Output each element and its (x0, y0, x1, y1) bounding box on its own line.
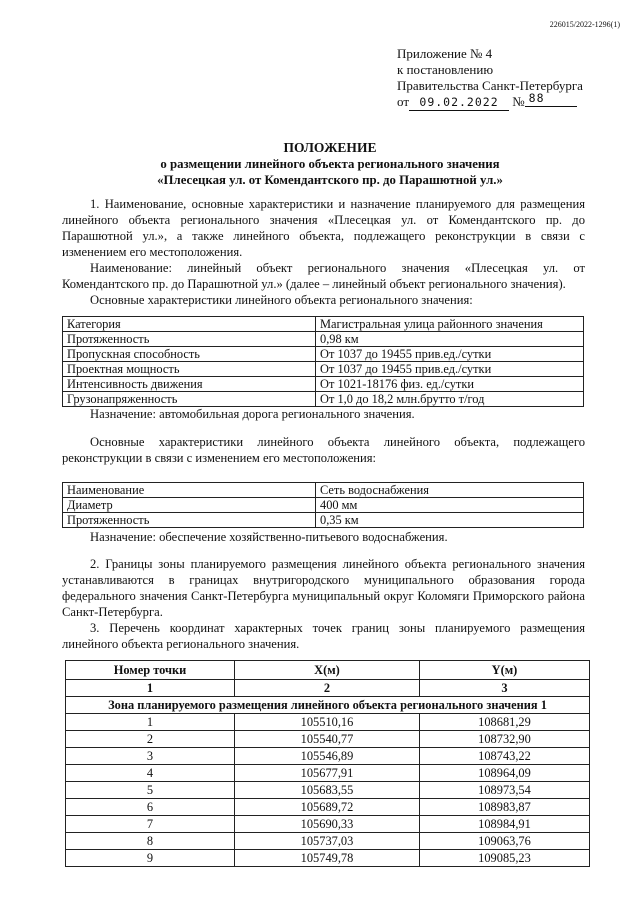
table-cell: 105540,77 (235, 731, 420, 748)
table-cell: 105546,89 (235, 748, 420, 765)
table-cell: От 1037 до 19455 прив.ед./сутки (316, 362, 584, 377)
section-2: 2. Границы зоны планируемого размещения линейного объекта регионального значения устанавливаются в границах внутригородского муниципального образования города федерального значения Санкт-Петербурга муниципальный округ Коломяги Приморского района Санкт-Петербурга. (62, 557, 585, 619)
table-row (63, 317, 584, 332)
coordinates-table (65, 660, 590, 867)
section-1-name: Наименование: линейный объект регионального значения «Плесецкая ул. от Комендантского пр. до Парашютной ул.» (далее – линейный объект регионального значения). (62, 261, 585, 291)
table-row (66, 833, 590, 850)
table-cell: 108984,91 (420, 816, 590, 833)
table-cell: 0,35 км (316, 513, 584, 528)
table-cell: 2 (66, 731, 235, 748)
table-cell: От 1,0 до 18,2 млн.брутто т/год (316, 392, 584, 407)
table-row (66, 765, 590, 782)
table-cell: От 1021-18176 физ. ед./сутки (316, 377, 584, 392)
table-row (66, 782, 590, 799)
table-cell: 105690,33 (235, 816, 420, 833)
table-cell: 2 (235, 680, 420, 697)
table-cell: 109063,76 (420, 833, 590, 850)
table-cell: 108973,54 (420, 782, 590, 799)
title-line-1: о размещении линейного объекта регионального значения (160, 157, 500, 171)
table-cell: 8 (66, 833, 235, 850)
section-2-3 (62, 556, 585, 652)
number-prefix: № (512, 94, 525, 109)
table-cell: 105737,03 (235, 833, 420, 850)
reconstruction-intro-text: Основные характеристики линейного объекта линейного объекта, подлежащего реконструкции в связи с изменением его местоположения: (62, 435, 585, 465)
table-cell: Проектная мощность (63, 362, 316, 377)
road-characteristics-table (62, 316, 584, 407)
column-numbers-row (66, 680, 590, 697)
column-header: Номер точки (66, 661, 235, 680)
table-cell: 108743,22 (420, 748, 590, 765)
zone-title-row (66, 697, 590, 714)
table-cell: 1 (66, 680, 235, 697)
table-row (66, 714, 590, 731)
table-row (66, 799, 590, 816)
appendix-date-line (397, 91, 583, 111)
table-cell: 108681,29 (420, 714, 590, 731)
table-header-row (66, 661, 590, 680)
purpose-road: Назначение: автомобильная дорога регионального значения. (90, 407, 415, 421)
table-cell: 1 (66, 714, 235, 731)
section-1-paragraph: 1. Наименование, основные характеристики и назначение планируемого для размещения линейного объекта регионального значения «Плесецкая ул. от Комендантского пр. до Парашютной ул.», а также линейного объекта, подлежащего реконструкции в связи с изменением его местоположения. (62, 197, 585, 259)
table-cell: 7 (66, 816, 235, 833)
date-prefix: от (397, 94, 410, 109)
table-cell: 108732,90 (420, 731, 590, 748)
table-cell: 109085,23 (420, 850, 590, 867)
table-row (63, 483, 584, 498)
table-cell: 105749,78 (235, 850, 420, 867)
table-cell: 3 (66, 748, 235, 765)
table-cell: Пропускная способность (63, 347, 316, 362)
resolution-number: 88 (525, 90, 577, 107)
table-cell: 108964,09 (420, 765, 590, 782)
title-line-2: «Плесецкая ул. от Комендантского пр. до Парашютной ул.» (157, 173, 503, 187)
table-row (66, 850, 590, 867)
table-cell: Магистральная улица районного значения (316, 317, 584, 332)
section-1 (62, 196, 585, 308)
table-row (63, 362, 584, 377)
appendix-number: Приложение № 4 (397, 46, 493, 61)
document-title (60, 140, 600, 188)
table-cell: 105689,72 (235, 799, 420, 816)
table-row (63, 347, 584, 362)
table-cell: 105510,16 (235, 714, 420, 731)
column-header: Y(м) (420, 661, 590, 680)
table-row (63, 392, 584, 407)
table-cell: 400 мм (316, 498, 584, 513)
document-ref-number: 226015/2022-1296(1) (549, 20, 620, 29)
table-cell: 4 (66, 765, 235, 782)
appendix-to-resolution: к постановлению (397, 62, 494, 77)
table-row (63, 377, 584, 392)
table-cell: 105683,55 (235, 782, 420, 799)
table-cell: Грузонапряженность (63, 392, 316, 407)
table-cell: Зона планируемого размещения линейного объекта регионального значения 1 (66, 697, 590, 714)
reconstruction-intro (62, 434, 585, 466)
appendix-government: Правительства Санкт-Петербурга (397, 78, 583, 93)
table-cell: Диаметр (63, 498, 316, 513)
table-cell: Сеть водоснабжения (316, 483, 584, 498)
table-row (66, 816, 590, 833)
table-cell: 0,98 км (316, 332, 584, 347)
appendix-block (397, 46, 583, 111)
table-row (66, 748, 590, 765)
table-cell: 9 (66, 850, 235, 867)
table-cell: 105677,91 (235, 765, 420, 782)
purpose-water: Назначение: обеспечение хозяйственно-питьевого водоснабжения. (90, 530, 448, 544)
section-3: 3. Перечень координат характерных точек границ зоны планируемого размещения линейного объекта регионального значения. (62, 621, 585, 651)
table-row (63, 332, 584, 347)
table-cell: 3 (420, 680, 590, 697)
table-cell: 6 (66, 799, 235, 816)
resolution-date: 09.02.2022 (409, 94, 509, 111)
table-cell: От 1037 до 19455 прив.ед./сутки (316, 347, 584, 362)
column-header: X(м) (235, 661, 420, 680)
table-cell: 5 (66, 782, 235, 799)
table-cell: Интенсивность движения (63, 377, 316, 392)
table-cell: 108983,87 (420, 799, 590, 816)
table-cell: Протяженность (63, 332, 316, 347)
title-main: ПОЛОЖЕНИЕ (283, 140, 377, 155)
water-network-table (62, 482, 584, 528)
table-row (63, 498, 584, 513)
table-cell: Протяженность (63, 513, 316, 528)
table-row (63, 513, 584, 528)
section-1-characteristics-intro: Основные характеристики линейного объекта регионального значения: (90, 293, 473, 307)
table-cell: Наименование (63, 483, 316, 498)
table-row (66, 731, 590, 748)
table-cell: Категория (63, 317, 316, 332)
